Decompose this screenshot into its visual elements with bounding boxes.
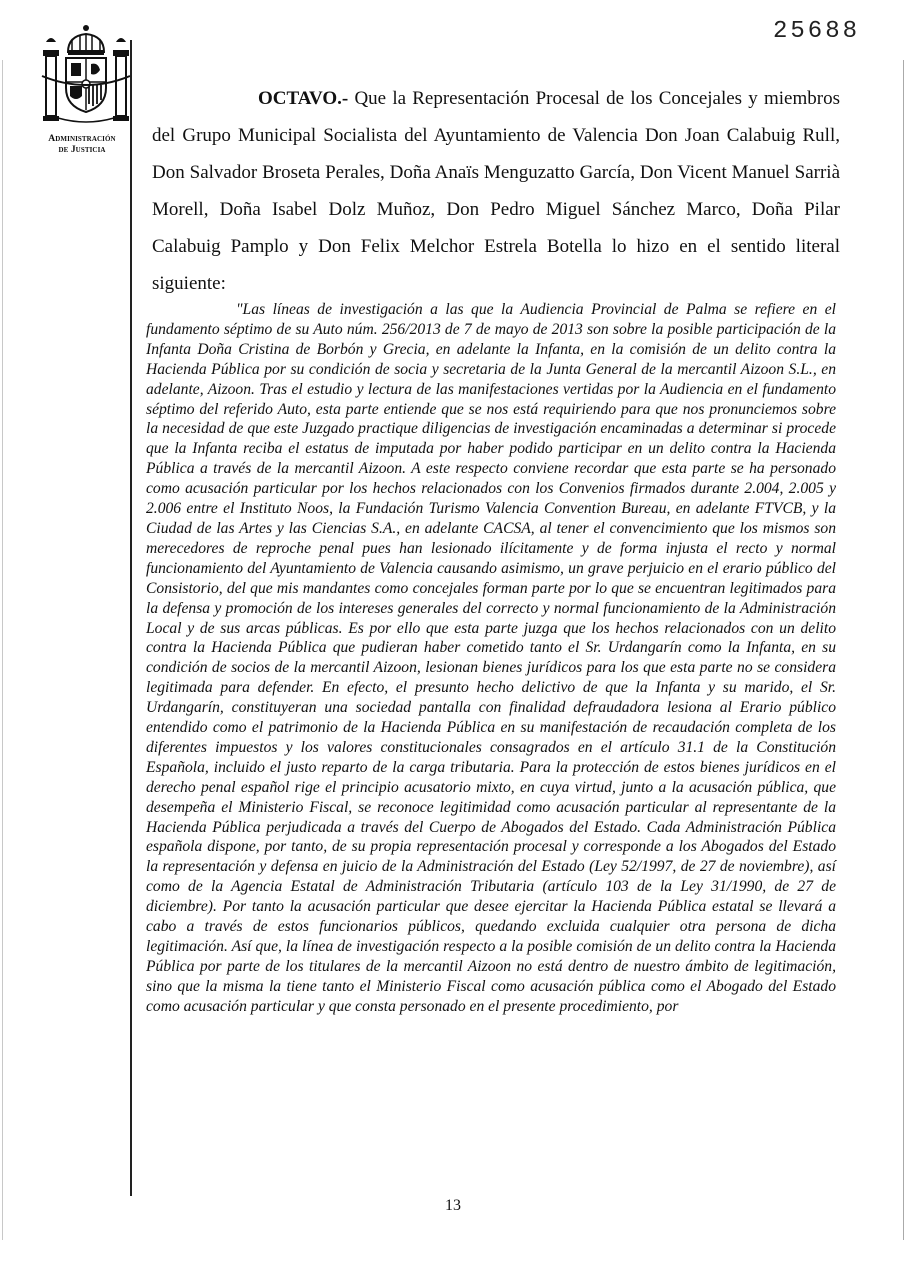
coat-of-arms-icon bbox=[38, 22, 134, 132]
document-number: 25688 bbox=[772, 18, 860, 45]
quoted-text: "Las líneas de investigación a las que la Audiencia Provincial de Palma se refiere en el fundamento séptimo de su Auto núm. 256/2013 de 7 de mayo de 2013 son sobre la posible participación de la Infanta Doña Cristina de Borbón y Grecia, en adelante la Infanta, en la comisión de un delito contra la Hacienda Pública por su condición de socia y secretaria de la Junta General de la mercantil Aizoon S.L., en adelante, Aizoon. Tras el estudio y lectura de las manifestaciones vertidas por la Audiencia en el fundamento séptimo del referido Auto, esta parte entiende que se nos está requiriendo para que nos pronunciemos sobre la necesidad de que este Juzgado practique diligencias de investigación encaminadas a determinar si procede que la Infanta reciba el estatus de imputada por haber podido participar en un delito contra la Hacienda Pública a través de la mercantil Aizoon. A este respecto conviene recordar que esta parte se ha personado como acusación particular por los hechos relacionados con los Convenios firmados durante 2.004, 2.005 y 2.006 entre el Instituto Noos, la Fundación Turismo Valencia Convention Bureau, en adelante FTVCB, y la Ciudad de las Artes y las Ciencias S.A., en adelante CACSA, al tener el convencimiento que los mismos son merecedores de reproche penal pues han lesionado ilícitamente y de forma injusta el recto y normal funcionamiento del Ayuntamiento de Valencia causando asimismo, un grave perjuicio en el erario público del Consistorio, del que mis mandantes como concejales forman parte por lo que se encuentran legitimados para la defensa y promoción de los intereses generales del correcto y normal funcionamiento de la Administración Local y de sus arcas públicas. Es por ello que esta parte juzga que los hechos relacionados con un delito contra la Hacienda Pública que pudieran haber cometido tanto el Sr. Urdangarín como la Infanta, en su condición de socios de la mercantil Aizoon, lesionan bienes jurídicos para los que esta parte no se considera legitimada para defender. En efecto, el presunto hecho delictivo de que la Infanta y su marido, el Sr. Urdangarín, constituyeran una sociedad pantalla con finalidad defraudadora lesiona al Erario público entendido como el patrimonio de la Hacienda Pública en su manifestación de recaudación completa de los diferentes impuestos y los valores constitucionales consagrados en el artículo 31.1 de la Constitución Española, incluido el justo reparto de la carga tributaria. Para la protección de estos bienes jurídicos en el derecho penal español rige el principio acusatorio mixto, en cuya virtud, junto a la acusación pública, que desempeña el Ministerio Fiscal, se reconoce legitimidad como acusación particular al representante de la Hacienda Pública perjudicada a través del Cuerpo de Abogados del Estado. Cada Administración Pública española dispone, por tanto, de su propia representación procesal y corresponde a los Abogados del Estado la representación y defensa en juicio de la Administración del Estado (Ley 52/1997, de 27 de noviembre), así como de la Agencia Estatal de Administración Tributaria (artículo 103 de la Ley 31/1990, de 27 de diciembre). Por tanto la acusación particular que desee ejercitar la Hacienda Pública estatal se llevará a cabo a través de estos funcionarios públicos, quedando excluida cualquier otra persona de dicha legitimación. Así que, la línea de investigación respecto a la posible comisión de un delito contra la Hacienda Pública por parte de los titulares de la mercantil Aizoon no está dentro de nuestro ámbito de legitimación, sino que la misma la tiene tanto el Ministerio Fiscal como acusación pública como el Abogado del Estado como acusación particular y que consta personado en el presente procedimiento, por bbox=[146, 301, 836, 1015]
institution-caption-line1: Administración bbox=[48, 134, 116, 144]
institution-caption bbox=[30, 134, 134, 156]
scan-edge-left bbox=[2, 60, 3, 1240]
page-number: 13 bbox=[445, 1197, 461, 1214]
intro-paragraph bbox=[152, 80, 840, 302]
intro-text: Que la Representación Procesal de los Concejales y miembros del Grupo Municipal Socialista del Ayuntamiento de Valencia Don Joan Calabuig Rull, Don Salvador Broseta Perales, Doña Anaïs Menguzatto García, Don Vicent Manuel Sarrià Morell, Doña Isabel Dolz Muñoz, Don Pedro Miguel Sánchez Marco, Doña Pilar Calabuig Pamplo y Don Felix Melchor Estrela Botella lo hizo en el sentido literal siguiente: bbox=[152, 88, 840, 294]
section-label: OCTAVO.- bbox=[258, 88, 349, 109]
quoted-paragraph bbox=[146, 300, 836, 1017]
scan-edge-right bbox=[903, 60, 904, 1240]
margin-rule bbox=[130, 40, 132, 1196]
institution-caption-line2: de Justicia bbox=[58, 145, 106, 155]
